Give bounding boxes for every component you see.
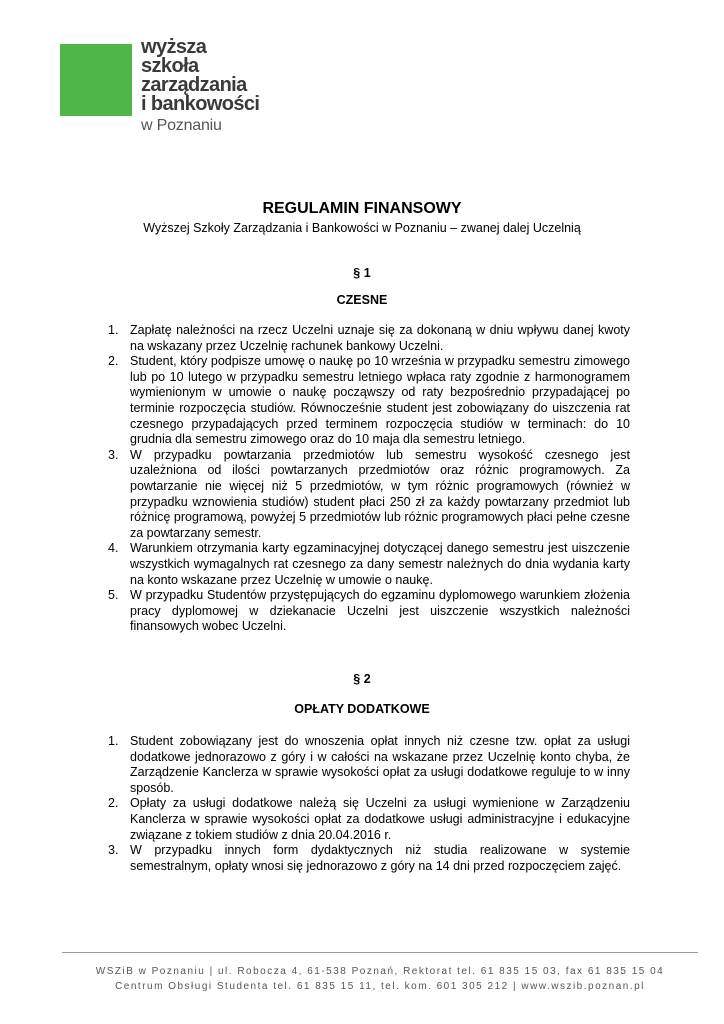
list-item — [106, 541, 630, 588]
section-1-number: § 1 — [353, 266, 371, 280]
list-item — [106, 588, 630, 635]
item-text: Warunkiem otrzymania karty egzaminacyjnej dotyczącej danego semestru jest uiszczenie wszystkich wymagalnych rat czesnego za dany semestr należnych do dnia wydania karty na konto wskazane przez Uczelnię w umowie o naukę. — [130, 541, 630, 587]
logo — [141, 38, 259, 135]
item-text: Student zobowiązany jest do wnoszenia opłat innych niż czesne tzw. opłat za usługi dodatkowe jednorazowo z góry i w całości na wskazane przez Uczelnię konto chyba, że Zarządzenie Kanclerza w sprawie wysokości opłat za usługi dodatkowe reguluje to w inny sposób. — [130, 734, 630, 795]
item-number: 2. — [108, 354, 119, 369]
item-text: Student, który podpisze umowę o naukę po 10 września w przypadku semestru zimowego lub po 10 lutego w przypadku semestru letniego wpłaca raty zgodnie z harmonogramem wymienionym w umowie o naukę począwszy od raty bezpośrednio przypadającej po terminie rozpoczęcia studiów. Równocześnie student jest zobowiązany do uiszczenia rat czesnego przypadających przed terminem rozpoczęcia studiów w terminach: do 10 grudnia dla semestru zimowego oraz do 10 maja dla semestru letniego. — [130, 354, 630, 447]
item-number: 2. — [108, 796, 119, 811]
list-item — [106, 843, 630, 874]
list-item — [106, 354, 630, 448]
section-2-number: § 2 — [353, 672, 371, 686]
item-text: Opłaty za usługi dodatkowe należą się Uczelni za usługi wymienione w Zarządzeniu Kanclerza w sprawie wysokości opłat za dodatkowe usługi administracyjne i edukacyjne związane z tokiem studiów z dnia 20.04.2016 r. — [130, 796, 630, 842]
list-item — [106, 323, 630, 354]
list-item — [106, 734, 630, 796]
logo-city: w Poznaniu — [141, 117, 222, 134]
footer-divider — [62, 952, 698, 953]
item-number: 3. — [108, 447, 119, 462]
item-text: W przypadku powtarzania przedmiotów lub semestru wysokość czesnego jest uzależniona od ilości powtarzanych przedmiotów oraz różnic programowych. Za powtarzanie nie więcej niż 5 przedmiotów, w tym różnic programowych (również w przypadku wznowienia studiów) student płaci 250 zł za każdy powtarzany przedmiot lub różnicę programową, powyżej 5 przedmiotów lub różnic programowych płaci pełne czesne za powtarzany semestr. — [130, 447, 630, 540]
item-text: Zapłatę należności na rzecz Uczelni uznaje się za dokonaną w dniu wpływu danej kwoty na wskazany przez Uczelnię rachunek bankowy Uczelni. — [130, 323, 630, 353]
footer-line-2: Centrum Obsługi Studenta tel. 61 835 15 11, tel. kom. 601 305 212 | www.wszib.poznan.pl — [115, 981, 645, 992]
logo-line-3: zarządzania — [141, 74, 247, 96]
logo-square — [60, 44, 132, 116]
list-item — [106, 796, 630, 843]
section-2-list — [106, 734, 630, 874]
item-number: 4. — [108, 541, 119, 556]
document-subtitle: Wyższej Szkoły Zarządzania i Bankowości w Poznaniu – zwanej dalej Uczelnią — [143, 221, 581, 235]
footer-line-1: WSZiB w Poznaniu | ul. Robocza 4, 61-538 Poznań, Rektorat tel. 61 835 15 03, fax 61 835 15 04 — [95, 966, 665, 977]
item-text: W przypadku Studentów przystępujących do egzaminu dyplomowego warunkiem złożenia pracy dyplomowej w dziekanacie Uczelni jest uiszczenie wszystkich należności finansowych wobec Uczelni. — [130, 588, 630, 634]
section-1-heading: CZESNE — [336, 293, 388, 307]
item-number: 1. — [108, 734, 119, 748]
document-title: REGULAMIN FINANSOWY — [262, 200, 462, 217]
item-number: 3. — [108, 843, 119, 858]
list-item — [106, 448, 630, 542]
item-number: 1. — [108, 323, 119, 337]
item-text: W przypadku innych form dydaktycznych niż studia realizowane w systemie semestralnym, opłaty wnosi się jednorazowo z góry na 14 dni przed rozpoczęciem zajęć. — [130, 843, 630, 873]
item-number: 5. — [108, 588, 119, 603]
logo-line-1: wyższa — [141, 36, 207, 58]
section-1-list — [106, 323, 630, 635]
logo-line-2: szkoła — [141, 55, 199, 77]
section-2-heading: OPŁATY DODATKOWE — [294, 702, 430, 716]
logo-line-4: i bankowości — [141, 93, 260, 115]
